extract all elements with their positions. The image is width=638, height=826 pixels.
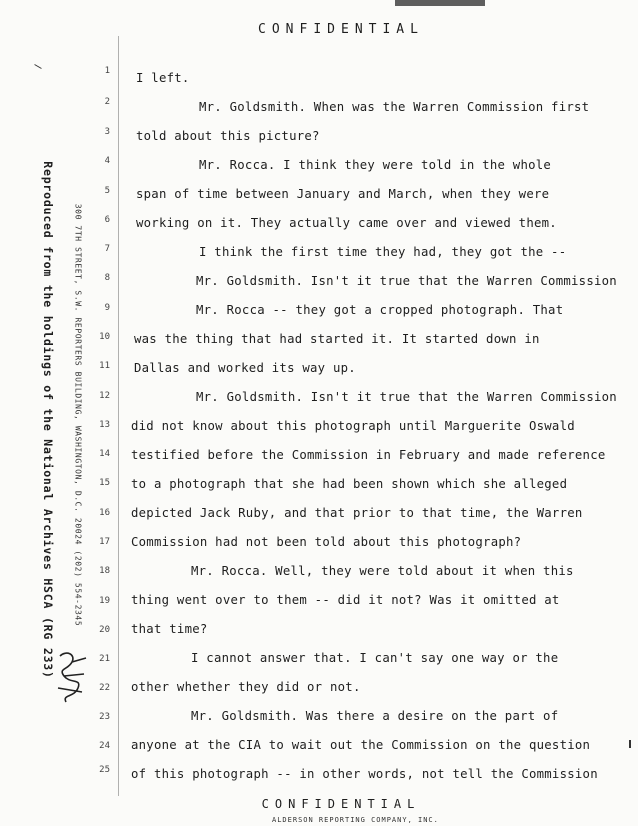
line-number: 18 (99, 566, 110, 576)
transcript-line: anyone at the CIA to wait out the Commission on the question (131, 738, 591, 752)
transcript-line: of this photograph -- in other words, not tell the Commission (131, 767, 598, 781)
line-number: 16 (99, 508, 110, 518)
line-number: 25 (99, 765, 110, 775)
archive-side-note: Reproduced from the holdings of the National Archives HSCA (RG 233) (41, 161, 55, 679)
line-number: 23 (99, 712, 110, 722)
line-number: 22 (99, 683, 110, 693)
line-number: 12 (99, 391, 110, 401)
line-number: 10 (99, 332, 110, 342)
transcript-line: span of time between January and March, when they were (136, 187, 550, 201)
line-number: 19 (99, 596, 110, 606)
transcript-line: Mr. Goldsmith. Isn't it true that the Warren Commission (196, 274, 617, 288)
transcript-line: Commission had not been told about this photograph? (131, 535, 522, 549)
line-number: 2 (104, 97, 110, 107)
transcript-line: did not know about this photograph until Marguerite Oswald (131, 419, 575, 433)
transcript-line: Mr. Rocca. Well, they were told about it when this (191, 564, 574, 578)
line-number: 1 (104, 66, 110, 76)
transcript-line: depicted Jack Ruby, and that prior to that time, the Warren (131, 506, 583, 520)
handwritten-initials-signature (52, 648, 92, 708)
line-number: 3 (104, 127, 110, 137)
line-number: 15 (99, 478, 110, 488)
transcript-line: that time? (131, 622, 208, 636)
reporter-address-side-note: 300 7TH STREET, S.W. REPORTERS BUILDING, WASHINGTON, D.C. 20024 (202) 554-2345 (73, 203, 83, 627)
line-number: 17 (99, 537, 110, 547)
line-number: 13 (99, 420, 110, 430)
transcript-line: thing went over to them -- did it not? Was it omitted at (131, 593, 560, 607)
line-number: 20 (99, 625, 110, 635)
footer-title: CONFIDENTIAL (261, 797, 421, 811)
transcript-line: Mr. Rocca. I think they were told in the whole (199, 158, 552, 172)
line-number: 7 (104, 244, 110, 254)
line-number: 14 (99, 449, 110, 459)
header-redaction-mark (395, 0, 485, 6)
scan-speck (34, 64, 41, 69)
line-number: 11 (99, 361, 110, 371)
transcript-line: I left. (136, 71, 190, 85)
transcript-line: was the thing that had started it. It started down in (134, 332, 540, 346)
line-number: 6 (104, 215, 110, 225)
footer-company: ALDERSON REPORTING COMPANY, INC. (272, 816, 439, 824)
header-title: CONFIDENTIAL (258, 22, 424, 37)
transcript-line: other whether they did or not. (131, 680, 361, 694)
transcript-line: I think the first time they had, they got the -- (199, 245, 567, 259)
transcript-line: to a photograph that she had been shown which she alleged (131, 477, 568, 491)
line-number: 9 (104, 303, 110, 313)
left-margin-rule (118, 36, 119, 796)
transcript-line: Dallas and worked its way up. (134, 361, 356, 375)
line-number: 5 (104, 186, 110, 196)
transcript-line: testified before the Commission in February and made reference (131, 448, 606, 462)
transcript-line: Mr. Goldsmith. When was the Warren Commission first (199, 100, 590, 114)
line-number: 24 (99, 741, 110, 751)
transcript-line: Mr. Rocca -- they got a cropped photograph. That (196, 303, 564, 317)
line-number: 4 (104, 156, 110, 166)
transcript-line: Mr. Goldsmith. Was there a desire on the part of (191, 709, 559, 723)
line-number: 8 (104, 273, 110, 283)
transcript-line: I cannot answer that. I can't say one way or the (191, 651, 559, 665)
transcript-line: Mr. Goldsmith. Isn't it true that the Warren Commission (196, 390, 617, 404)
line-number: 21 (99, 654, 110, 664)
transcript-line: working on it. They actually came over and viewed them. (136, 216, 557, 230)
transcript-line: told about this picture? (136, 129, 320, 143)
scan-speck (629, 740, 631, 748)
